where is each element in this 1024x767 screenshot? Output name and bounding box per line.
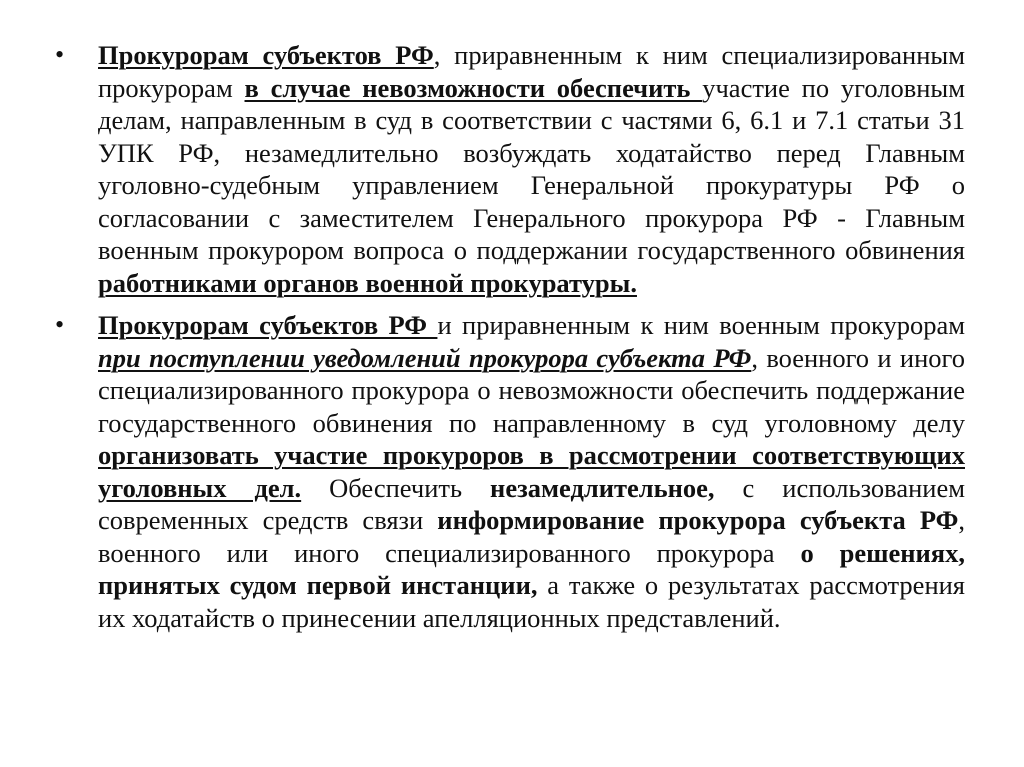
bullet-item-1 [55,39,965,299]
emphasis-text: Прокурорам субъектов РФ [98,40,434,70]
bold-text: информирование прокурора субъекта РФ [437,505,959,535]
body-text: , военного или иного специализированного прокурора [98,505,966,568]
body-text: , военного и иного специализированного прокурора о невозможности обеспечить поддержание государственного обвинения по направленному в суд уголовному делу [98,342,965,438]
body-text: а также о результатах рассмотрения их ходатайств о принесении апелляционных представлений. [98,570,965,633]
emphasis-text: при поступлении уведомлений прокурора субъекта РФ [98,342,752,373]
bullet-list [55,39,965,634]
body-text: , приравненным к ним специализированным прокурорам [98,40,965,103]
emphasis-text: работниками органов военной прокуратуры. [98,267,637,298]
bullet-marker: • [55,40,65,69]
emphasis-text: в случае невозможности обеспечить [244,72,703,103]
emphasis-text: организовать участие прокуроров в рассмотрении соответствующих уголовных дел. [98,440,965,503]
body-text: и приравненным к ним военным прокурорам [437,310,965,340]
emphasis-text: Прокурорам субъектов РФ [98,310,438,340]
bullet-marker: • [55,310,65,339]
bold-text: о решениях, принятых судом первой инстанции, [98,537,965,600]
bold-text: незамедлительное, [490,472,715,503]
bullet-item-2 [55,309,965,634]
body-text: с использованием современных средств связи [98,472,965,535]
body-text: Обеспечить [301,472,491,503]
body-text: участие по уголовным делам, направленным в суд в соответствии с частями 6, 6.1 и 7.1 статьи 31 УПК РФ, незамедлительно возбуждать ходатайство перед Главным уголовно-судебным управлением Генеральной прокуратуры РФ о согласовании с заместителем Генерального прокурора РФ - Главным военным прокурором вопроса о поддержании государственного обвинения [98,72,965,265]
